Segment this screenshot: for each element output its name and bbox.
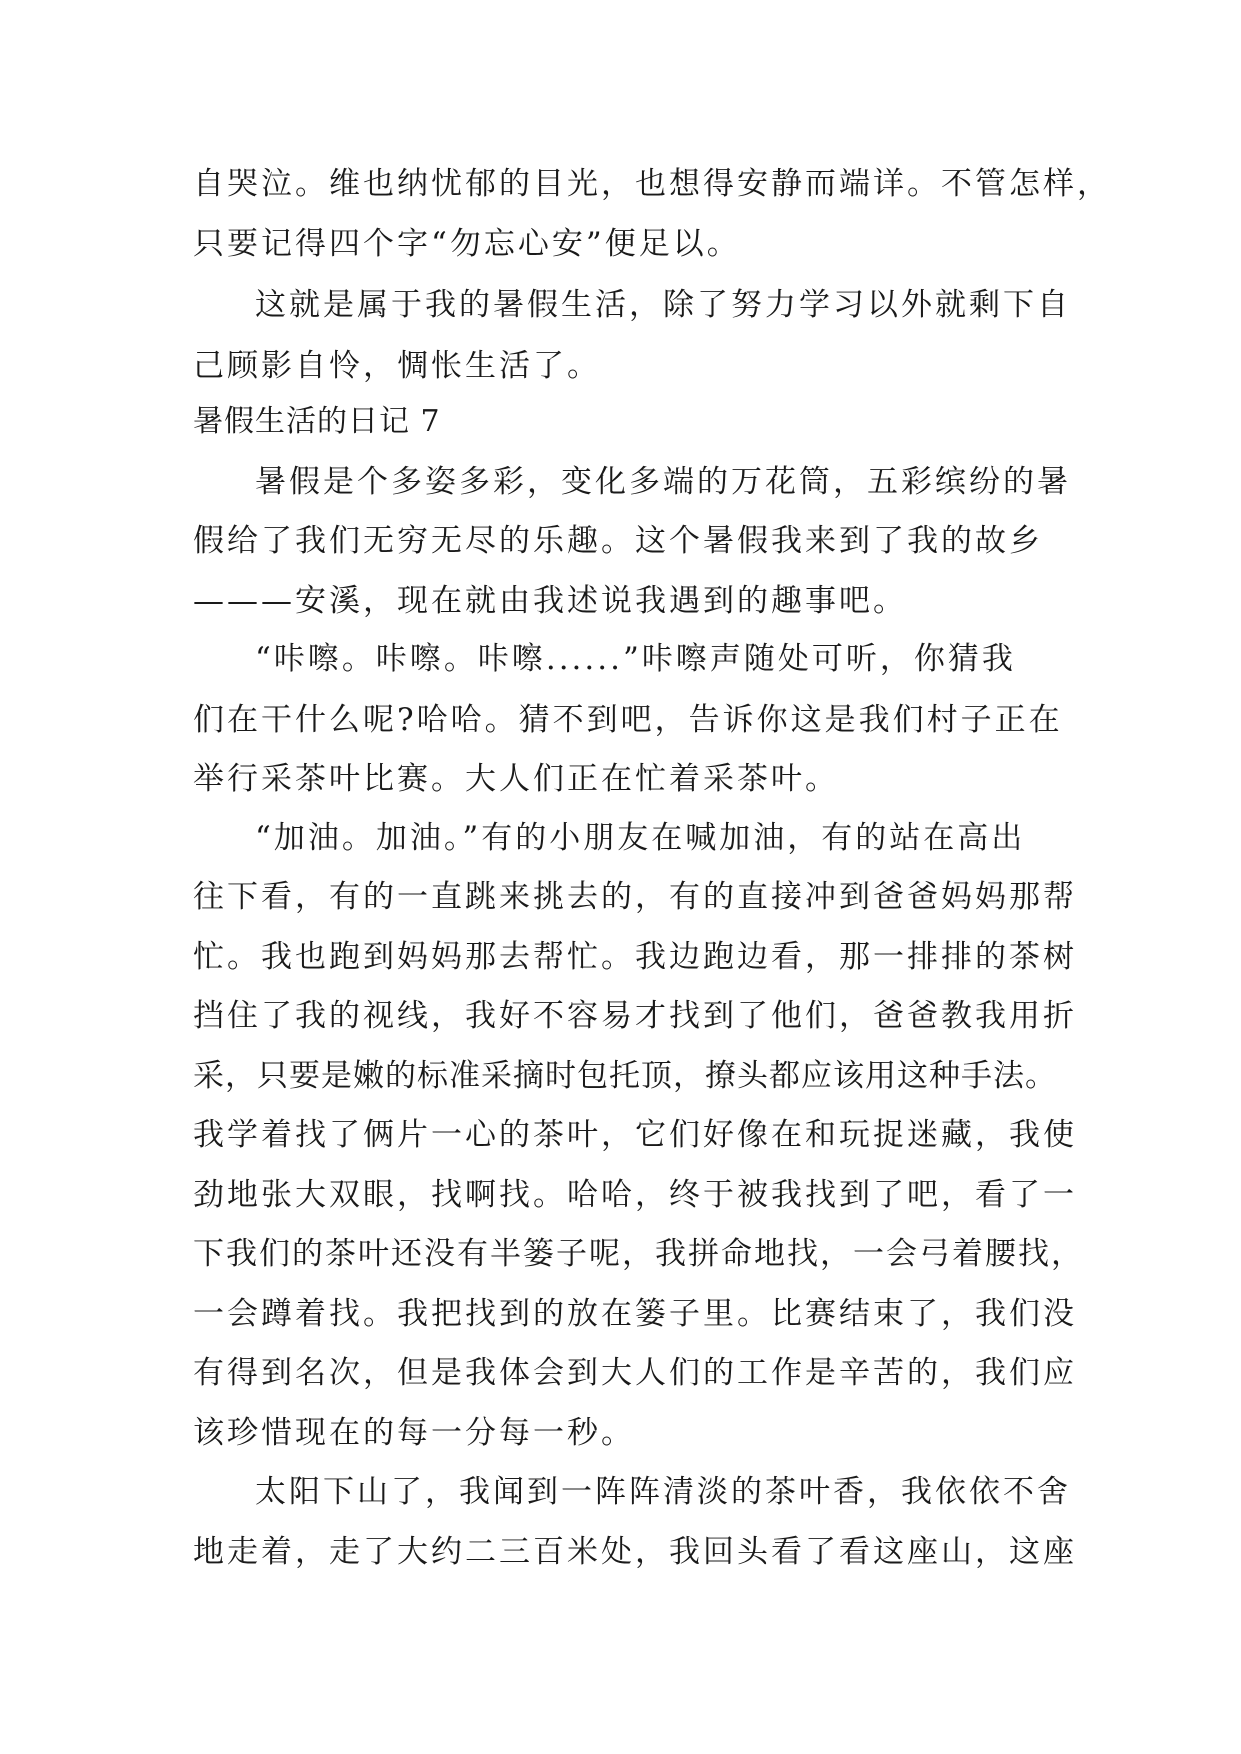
section-heading: 暑假生活的日记 7	[193, 404, 441, 439]
paragraph-start-line: “加油。加油。”有的小朋友在喊加油，有的站在高出	[255, 820, 1026, 856]
text-line: 举行采茶叶比赛。大人们正在忙着采茶叶。	[193, 761, 839, 797]
text-line: 一会蹲着找。我把找到的放在篓子里。比赛结束了，我们没	[193, 1296, 1077, 1332]
text-line: ———安溪，现在就由我述说我遇到的趣事吧。	[193, 583, 907, 619]
text-line: 忙。我也跑到妈妈那去帮忙。我边跑边看，那一排排的茶树	[193, 939, 1077, 975]
paragraph-start-line: 暑假是个多姿多彩，变化多端的万花筒，五彩缤纷的暑	[255, 464, 1071, 500]
text-line: 有得到名次，但是我体会到大人们的工作是辛苦的，我们应	[193, 1355, 1077, 1391]
text-line: 往下看，有的一直跳来挑去的，有的直接冲到爸爸妈妈那帮	[193, 879, 1077, 915]
text-line: 采，只要是嫩的标准采摘时包托顶，撩头都应该用这种手法。	[193, 1058, 1057, 1094]
paragraph-start-line: 这就是属于我的暑假生活，除了努力学习以外就剩下自	[255, 287, 1071, 323]
text-line: 我学着找了俩片一心的茶叶，它们好像在和玩捉迷藏，我使	[193, 1117, 1077, 1153]
text-line: 挡住了我的视线，我好不容易才找到了他们，爸爸教我用折	[193, 998, 1077, 1034]
paragraph-start-line: 太阳下山了，我闻到一阵阵清淡的茶叶香，我依依不舍	[255, 1474, 1071, 1510]
paragraph-start-line: “咔嚓。咔嚓。咔嚓......”咔嚓声随处可听，你猜我	[255, 641, 1016, 677]
text-line: 该珍惜现在的每一分每一秒。	[193, 1415, 635, 1451]
text-line: 劲地张大双眼，找啊找。哈哈，终于被我找到了吧，看了一	[193, 1177, 1077, 1213]
text-line: 们在干什么呢?哈哈。猜不到吧，告诉你这是我们村子正在	[193, 702, 1063, 738]
text-line: 只要记得四个字“勿忘心安”便足以。	[193, 226, 741, 262]
text-line: 地走着，走了大约二三百米处，我回头看了看这座山，这座	[193, 1534, 1077, 1570]
text-line: 自哭泣。维也纳忧郁的目光，也想得安静而端详。不管怎样，	[193, 166, 1111, 202]
text-line: 己顾影自怜，惆怅生活了。	[193, 348, 601, 384]
text-line: 假给了我们无穷无尽的乐趣。这个暑假我来到了我的故乡	[193, 523, 1043, 559]
text-line: 下我们的茶叶还没有半篓子呢，我拼命地找，一会弓着腰找，	[193, 1236, 1084, 1272]
